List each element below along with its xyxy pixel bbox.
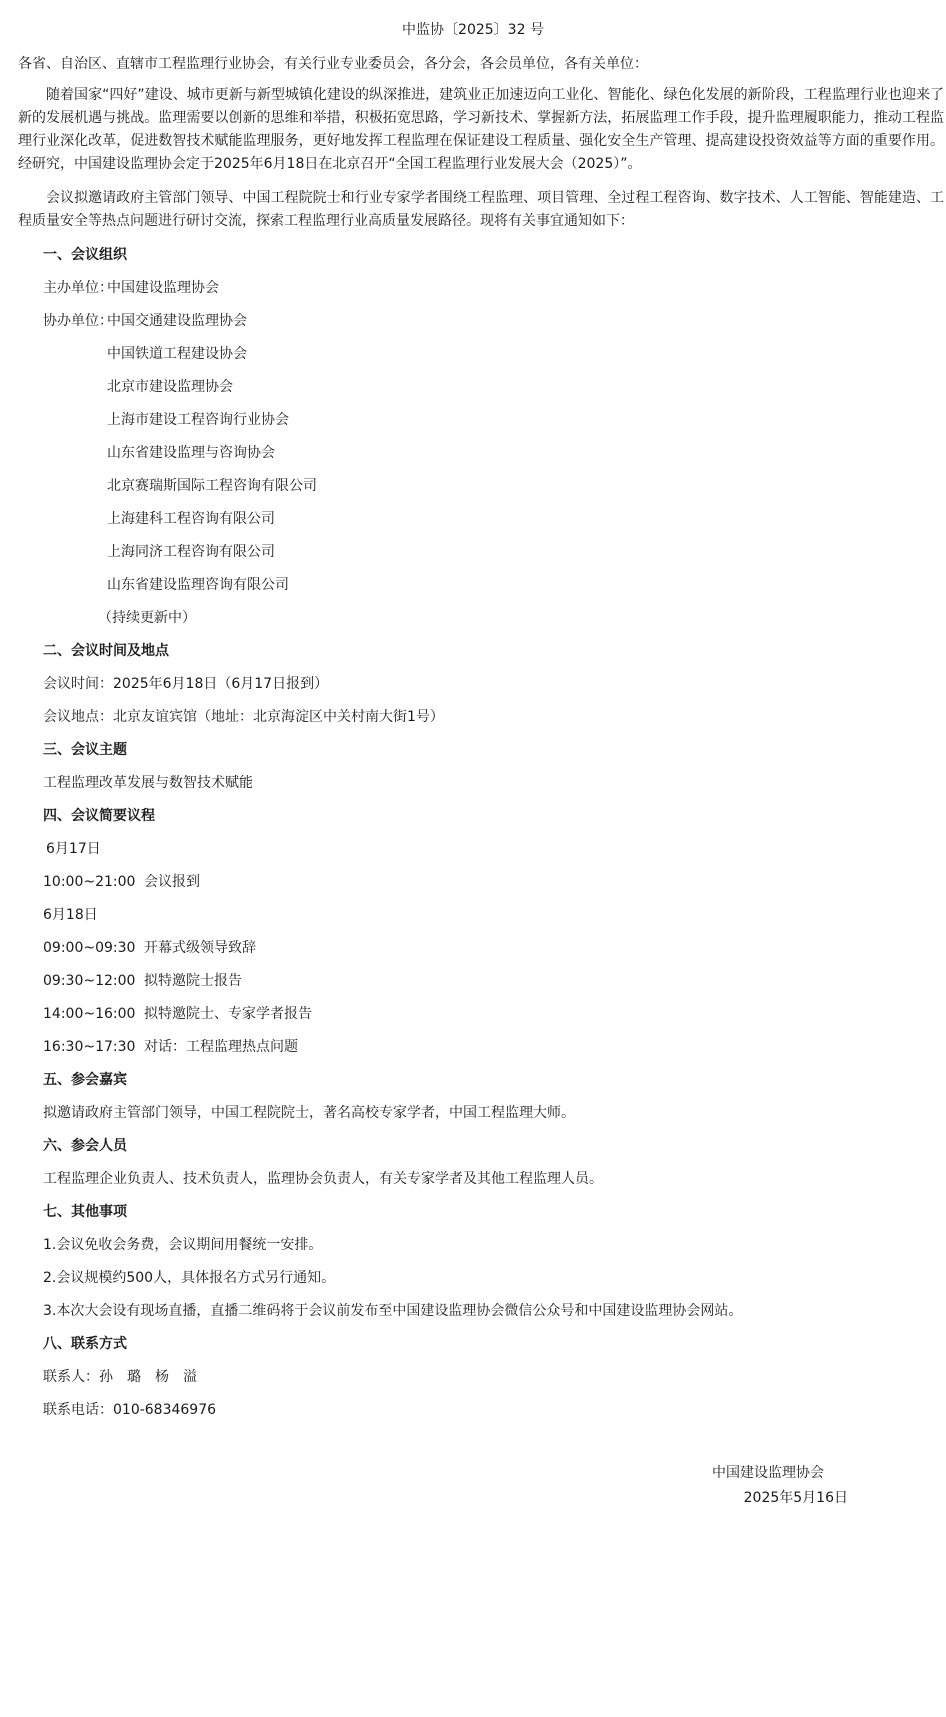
co-organizer-item: 北京赛瑞斯国际工程咨询有限公司	[107, 478, 317, 494]
other-item: 1.会议免收会务费，会议期间用餐统一安排。	[43, 1237, 323, 1253]
section7-heading: 七、其他事项	[43, 1204, 127, 1220]
section4-heading: 四、会议简要议程	[43, 808, 155, 824]
co-organizer-label: 协办单位：	[43, 313, 113, 329]
contact-phone: 联系电话：010-68346976	[43, 1402, 217, 1418]
co-organizer-item: 上海同济工程咨询有限公司	[107, 544, 275, 560]
agenda-day-1: 6月17日	[46, 841, 101, 857]
guests-text: 拟邀请政府主管部门领导，中国工程院院士，著名高校专家学者，中国工程监理大师。	[43, 1105, 575, 1121]
meeting-theme: 工程监理改革发展与数智技术赋能	[43, 775, 253, 791]
co-organizer-item: 上海市建设工程咨询行业协会	[107, 412, 289, 428]
intro-paragraph-1: 随着国家“四好”建设、城市更新与新型城镇化建设的纵深推进，建筑业正加速迈向工业化、智能化、绿色化发展的新阶段，工程监理行业也迎来了新的发展机遇与挑战。监理需要以创新的思维和举措，积极拓宽思路，学习新技术、掌握新方法，拓展监理工作手段，提升监理履职能力，推动工程监理行业深化改革，促进数智技术赋能监理服务，更好地发挥工程监理在保证建设工程质量、强化安全生产管理、提高建设投资效益等方面的重要作用。经研究，中国建设监理协会定于2025年6月18日在北京召开“全国工程监理行业发展大会（2025）”。	[18, 87, 944, 172]
agenda-day-2: 6月18日	[43, 907, 98, 923]
host-organizer: 中国建设监理协会	[107, 280, 219, 296]
meeting-place: 会议地点：北京友谊宾馆（地址：北京海淀区中关村南大街1号）	[43, 709, 444, 725]
co-organizer-item: 上海建科工程咨询有限公司	[107, 511, 275, 527]
signature-org: 中国建设监理协会	[712, 1465, 824, 1481]
agenda-item: 拟特邀院士、专家学者报告	[144, 1006, 312, 1022]
co-organizer-item: 山东省建设监理与咨询协会	[107, 445, 275, 461]
section2-heading: 二、会议时间及地点	[43, 643, 169, 659]
signature-date: 2025年5月16日	[743, 1490, 848, 1506]
contact-person: 联系人：孙 璐 杨 溢	[43, 1369, 197, 1385]
agenda-item: 会议报到	[144, 874, 200, 890]
agenda-time: 16:30~17:30	[43, 1039, 136, 1055]
meeting-time: 会议时间：2025年6月18日（6月17日报到）	[43, 676, 329, 692]
co-organizer-item: 北京市建设监理协会	[107, 379, 233, 395]
updating-note: （持续更新中）	[98, 610, 196, 626]
co-organizer-item: 山东省建设监理咨询有限公司	[107, 577, 289, 593]
agenda-item: 对话：工程监理热点问题	[144, 1039, 298, 1055]
section5-heading: 五、参会嘉宾	[43, 1072, 127, 1088]
other-item: 3.本次大会设有现场直播，直播二维码将于会议前发布至中国建设监理协会微信公众号和中国建设监理协会网站。	[43, 1303, 743, 1319]
agenda-time: 09:00~09:30	[43, 940, 136, 956]
section6-heading: 六、参会人员	[43, 1138, 127, 1154]
section1-heading: 一、会议组织	[43, 247, 127, 263]
agenda-time: 14:00~16:00	[43, 1006, 136, 1022]
co-organizer-item: 中国交通建设监理协会	[107, 313, 247, 329]
agenda-item: 拟特邀院士报告	[144, 973, 242, 989]
other-item: 2.会议规模约500人，具体报名方式另行通知。	[43, 1270, 336, 1286]
attendees-text: 工程监理企业负责人、技术负责人，监理协会负责人，有关专家学者及其他工程监理人员。	[43, 1171, 603, 1187]
agenda-item: 开幕式级领导致辞	[144, 940, 256, 956]
section3-heading: 三、会议主题	[43, 742, 127, 758]
host-label: 主办单位：	[43, 280, 113, 296]
co-organizer-item: 中国铁道工程建设协会	[107, 346, 247, 362]
section8-heading: 八、联系方式	[43, 1336, 127, 1352]
agenda-time: 10:00~21:00	[43, 874, 136, 890]
agenda-time: 09:30~12:00	[43, 973, 136, 989]
document-number: 中监协〔2025〕32 号	[402, 22, 544, 38]
intro-paragraph-2: 会议拟邀请政府主管部门领导、中国工程院院士和行业专家学者围绕工程监理、项目管理、全过程工程咨询、数字技术、人工智能、智能建造、工程质量安全等热点问题进行研讨交流，探索工程监理行业高质量发展路径。现将有关事宜通知如下：	[18, 190, 944, 229]
recipients: 各省、自治区、直辖市工程监理行业协会，有关行业专业委员会，各分会，各会员单位，各有关单位：	[18, 56, 648, 72]
